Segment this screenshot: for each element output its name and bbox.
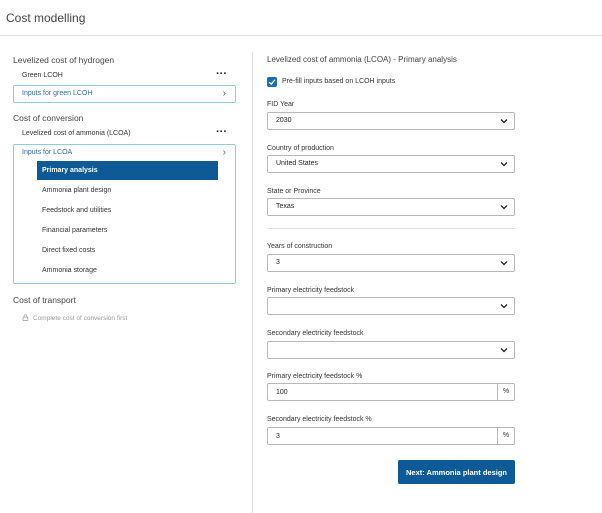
form-title: Levelized cost of ammonia (LCOA) - Primary analysis <box>267 55 457 64</box>
years-construction-label: Years of construction <box>267 243 333 250</box>
state-value: Texas <box>276 203 295 210</box>
chevron-right-icon: › <box>222 147 226 158</box>
secondary-pct-label: Secondary electricity feedstock % <box>267 416 372 423</box>
step-ammonia-storage[interactable]: Ammonia storage <box>42 267 97 274</box>
country-label: Country of production <box>267 145 334 152</box>
green-lcoh-more-icon[interactable]: ··· <box>216 68 227 80</box>
primary-feedstock-label: Primary electricity feedstock <box>267 287 355 294</box>
secondary-feedstock-select[interactable] <box>267 341 515 359</box>
country-value: United States <box>276 160 319 167</box>
lock-icon <box>22 314 29 321</box>
chevron-down-icon <box>500 204 508 210</box>
chevron-down-icon <box>500 118 508 124</box>
conversion-section-heading: Cost of conversion <box>13 113 84 123</box>
primary-pct-unit: % <box>497 384 514 400</box>
chevron-down-icon <box>500 303 508 309</box>
transport-locked-label: Complete cost of conversion first <box>33 315 128 322</box>
chevron-down-icon <box>500 347 508 353</box>
country-select[interactable] <box>267 155 515 173</box>
step-direct-fixed-costs[interactable]: Direct fixed costs <box>42 247 96 254</box>
step-ammonia-plant-design[interactable]: Ammonia plant design <box>42 187 112 194</box>
step-primary-analysis[interactable]: Primary analysis <box>37 161 218 180</box>
step-financial-parameters[interactable]: Financial parameters <box>42 227 108 234</box>
next-ammonia-plant-design-button[interactable]: Next: Ammonia plant design <box>398 460 515 484</box>
checkmark-icon <box>268 78 276 86</box>
chevron-down-icon <box>500 161 508 167</box>
secondary-feedstock-label: Secondary electricity feedstock <box>267 330 364 337</box>
state-select[interactable] <box>267 198 515 216</box>
state-label: State or Province <box>267 188 321 195</box>
step-feedstock-utilities[interactable]: Feedstock and utilities <box>42 207 112 214</box>
inputs-green-lcoh-link[interactable] <box>13 85 236 103</box>
prefill-checkbox[interactable] <box>267 77 277 87</box>
column-divider <box>252 52 253 513</box>
transport-locked-message <box>22 314 127 322</box>
secondary-pct-field <box>267 427 515 445</box>
hydrogen-section-heading: Levelized cost of hydrogen <box>13 55 115 65</box>
transport-section-heading: Cost of transport <box>13 295 76 305</box>
chevron-right-icon: › <box>222 88 226 99</box>
inputs-lcoa-label: Inputs for LCOA <box>22 149 73 156</box>
secondary-pct-input[interactable] <box>268 428 498 444</box>
fid-year-value: 2030 <box>276 117 292 124</box>
secondary-pct-unit: % <box>497 428 514 444</box>
lcoa-more-icon[interactable]: ··· <box>216 126 227 138</box>
primary-feedstock-select[interactable] <box>267 297 515 315</box>
fid-year-select[interactable] <box>267 112 515 130</box>
primary-pct-field <box>267 383 515 401</box>
years-construction-value: 3 <box>276 259 280 266</box>
fid-year-label: FID Year <box>267 101 295 108</box>
inputs-green-lcoh-label: Inputs for green LCOH <box>22 90 93 97</box>
page-title: Cost modelling <box>6 11 86 25</box>
primary-pct-label: Primary electricity feedstock % <box>267 373 363 380</box>
primary-pct-input[interactable] <box>268 384 498 400</box>
green-lcoh-label: Green LCOH <box>22 72 63 79</box>
years-construction-select[interactable] <box>267 254 515 272</box>
chevron-down-icon <box>500 260 508 266</box>
inputs-green-lcoh-row[interactable] <box>14 86 235 104</box>
prefill-label: Pre-fill inputs based on LCOH inputs <box>282 78 396 85</box>
header-divider <box>0 35 602 36</box>
lcoa-label: Levelized cost of ammonia (LCOA) <box>22 130 131 137</box>
form-divider <box>267 228 515 229</box>
